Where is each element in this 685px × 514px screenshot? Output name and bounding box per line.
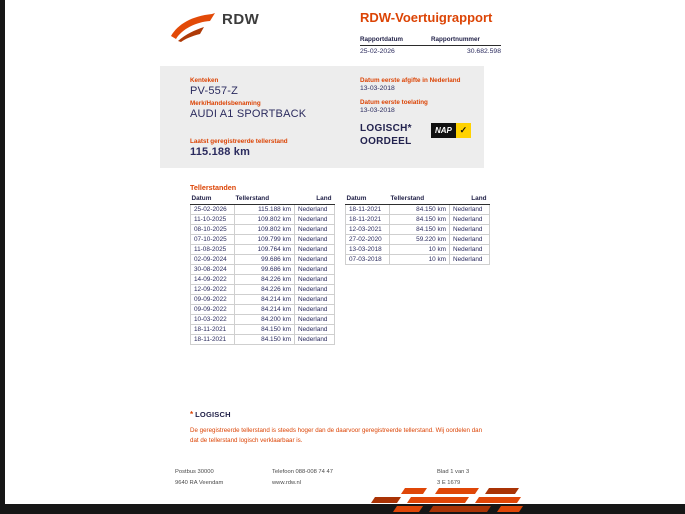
column-header-datum: Datum xyxy=(346,194,390,205)
table-row xyxy=(191,285,335,295)
table-cell: 14-09-2022 xyxy=(191,275,235,285)
nap-label: NAP xyxy=(431,123,456,138)
table-cell: 09-09-2022 xyxy=(191,295,235,305)
footnote-text: De geregistreerde tellerstand is steeds hoger dan de daarvoor geregistreerde tellerstand. Wij oordelen dan dat de tellerstand logisch verklaarbaar is. xyxy=(190,427,483,444)
table-header-row xyxy=(346,194,490,205)
eerste-afgifte-value: 13-03-2018 xyxy=(360,85,395,92)
table-row xyxy=(191,295,335,305)
table-cell: Nederland xyxy=(295,265,335,275)
column-header-land: Land xyxy=(450,194,490,205)
table-cell: 59.220 km xyxy=(390,235,450,245)
table-row xyxy=(346,235,490,245)
table-cell: Nederland xyxy=(295,235,335,245)
table-cell: Nederland xyxy=(295,335,335,345)
table-cell: 84.214 km xyxy=(235,305,295,315)
table-cell: 109.802 km xyxy=(235,225,295,235)
footer-phone: Telefoon 088-008 74 47 xyxy=(272,469,333,475)
table-row xyxy=(191,235,335,245)
table-cell: 84.226 km xyxy=(235,285,295,295)
eerste-toelating-label: Datum eerste toelating xyxy=(360,99,428,106)
page-title: RDW-Voertuigrapport xyxy=(360,10,493,25)
table-row xyxy=(346,215,490,225)
table-cell: 84.214 km xyxy=(235,295,295,305)
table-cell: 10-03-2022 xyxy=(191,315,235,325)
table-cell: Nederland xyxy=(295,325,335,335)
rapportnummer-value: 30.682.598 xyxy=(466,48,501,55)
column-header-tellerstand: Tellerstand xyxy=(235,194,295,205)
table-cell: 12-09-2022 xyxy=(191,285,235,295)
laatste-tellerstand-value: 115.188 km xyxy=(190,146,251,158)
oordeel-line2: OORDEEL xyxy=(360,136,412,147)
table-cell: 11-10-2025 xyxy=(191,215,235,225)
kenteken-label: Kenteken xyxy=(190,77,219,84)
table-cell: Nederland xyxy=(450,245,490,255)
table-row xyxy=(191,245,335,255)
table-cell: Nederland xyxy=(450,205,490,215)
table-cell: 84.150 km xyxy=(390,215,450,225)
table-row xyxy=(346,245,490,255)
footer-doc-code: 3 E 1679 xyxy=(437,480,461,486)
table-row xyxy=(346,225,490,235)
table-cell: 99.686 km xyxy=(235,265,295,275)
table-cell: 109.802 km xyxy=(235,215,295,225)
table-cell: 10 km xyxy=(390,255,450,265)
page-edge-left xyxy=(0,0,5,514)
table-cell: Nederland xyxy=(450,215,490,225)
table-cell: 84.150 km xyxy=(235,325,295,335)
footer-address-line1: Postbus 30000 xyxy=(175,469,214,475)
table-row xyxy=(191,315,335,325)
table-cell: Nederland xyxy=(295,295,335,305)
oordeel-line1: LOGISCH* xyxy=(360,123,412,134)
table-cell: 84.150 km xyxy=(390,225,450,235)
footer-address-line2: 9640 RA Veendam xyxy=(175,480,224,486)
table-cell: 09-09-2022 xyxy=(191,305,235,315)
table-cell: 07-03-2018 xyxy=(346,255,390,265)
footer-page-number: Blad 1 van 3 xyxy=(437,469,470,475)
rdw-logo-icon xyxy=(168,12,218,49)
table-row xyxy=(191,265,335,275)
table-row xyxy=(191,205,335,215)
table-cell: 109.764 km xyxy=(235,245,295,255)
nap-check-icon: ✓ xyxy=(456,123,471,138)
table-cell: Nederland xyxy=(295,285,335,295)
table-cell: Nederland xyxy=(450,235,490,245)
eerste-afgifte-label: Datum eerste afgifte in Nederland xyxy=(360,77,461,84)
footer-contact xyxy=(272,467,333,489)
column-header-tellerstand: Tellerstand xyxy=(390,194,450,205)
laatste-tellerstand-label: Laatst geregistreerde tellerstand xyxy=(190,138,288,145)
table-cell: Nederland xyxy=(295,245,335,255)
decor-stripes-icon xyxy=(365,488,525,514)
table-cell: Nederland xyxy=(295,255,335,265)
table-cell: 18-11-2021 xyxy=(191,325,235,335)
table-cell: 11-08-2025 xyxy=(191,245,235,255)
table-cell: 115.188 km xyxy=(235,205,295,215)
logisch-footnote xyxy=(190,404,490,446)
tellerstanden-section-title: Tellerstanden xyxy=(190,183,237,192)
table-cell: Nederland xyxy=(450,225,490,235)
table-cell: Nederland xyxy=(295,275,335,285)
table-cell: 84.150 km xyxy=(390,205,450,215)
table-cell: 27-02-2020 xyxy=(346,235,390,245)
table-cell: Nederland xyxy=(295,215,335,225)
table-row xyxy=(191,225,335,235)
nap-logo xyxy=(431,123,471,138)
table-cell: 18-11-2021 xyxy=(346,215,390,225)
merk-label: Merk/Handelsbenaming xyxy=(190,100,261,107)
vehicle-summary-box xyxy=(160,66,484,168)
column-header-land: Land xyxy=(295,194,335,205)
table-row xyxy=(346,255,490,265)
table-cell: 84.200 km xyxy=(235,315,295,325)
table-row xyxy=(191,305,335,315)
rapportdatum-value: 25-02-2026 xyxy=(360,48,395,55)
table-cell: Nederland xyxy=(295,315,335,325)
table-row xyxy=(191,275,335,285)
footnote-title: LOGISCH xyxy=(195,410,231,419)
table-cell: 25-02-2026 xyxy=(191,205,235,215)
rapportnummer-label: Rapportnummer xyxy=(431,36,480,43)
table-cell: 02-09-2024 xyxy=(191,255,235,265)
table-row xyxy=(191,325,335,335)
table-cell: 30-08-2024 xyxy=(191,265,235,275)
kenteken-value: PV-557-Z xyxy=(190,85,239,97)
tellerstanden-table-left xyxy=(190,194,335,345)
table-row xyxy=(346,205,490,215)
table-cell: 08-10-2025 xyxy=(191,225,235,235)
table-row xyxy=(191,335,335,345)
table-cell: 109.799 km xyxy=(235,235,295,245)
footer-website: www.rdw.nl xyxy=(272,480,301,486)
table-cell: 07-10-2025 xyxy=(191,235,235,245)
merk-value: AUDI A1 SPORTBACK xyxy=(190,108,307,120)
table-cell: 12-03-2021 xyxy=(346,225,390,235)
brand-name: RDW xyxy=(222,11,260,28)
eerste-toelating-value: 13-03-2018 xyxy=(360,107,395,114)
table-cell: Nederland xyxy=(295,225,335,235)
table-cell: 84.226 km xyxy=(235,275,295,285)
table-cell: Nederland xyxy=(295,305,335,315)
footnote-marker: * xyxy=(190,410,194,419)
tellerstanden-table-right xyxy=(345,194,490,265)
page-edge-bottom xyxy=(0,504,685,514)
rapportdatum-label: Rapportdatum xyxy=(360,36,404,43)
report-meta xyxy=(360,36,501,55)
column-header-datum: Datum xyxy=(191,194,235,205)
table-cell: 99.686 km xyxy=(235,255,295,265)
table-cell: 18-11-2021 xyxy=(346,205,390,215)
table-header-row xyxy=(191,194,335,205)
table-cell: 13-03-2018 xyxy=(346,245,390,255)
table-cell: 18-11-2021 xyxy=(191,335,235,345)
table-cell: 84.150 km xyxy=(235,335,295,345)
table-row xyxy=(191,255,335,265)
footer-address xyxy=(175,467,223,489)
table-cell: Nederland xyxy=(295,205,335,215)
footer-pagination xyxy=(437,467,469,489)
table-cell: Nederland xyxy=(450,255,490,265)
table-cell: 10 km xyxy=(390,245,450,255)
table-row xyxy=(191,215,335,225)
